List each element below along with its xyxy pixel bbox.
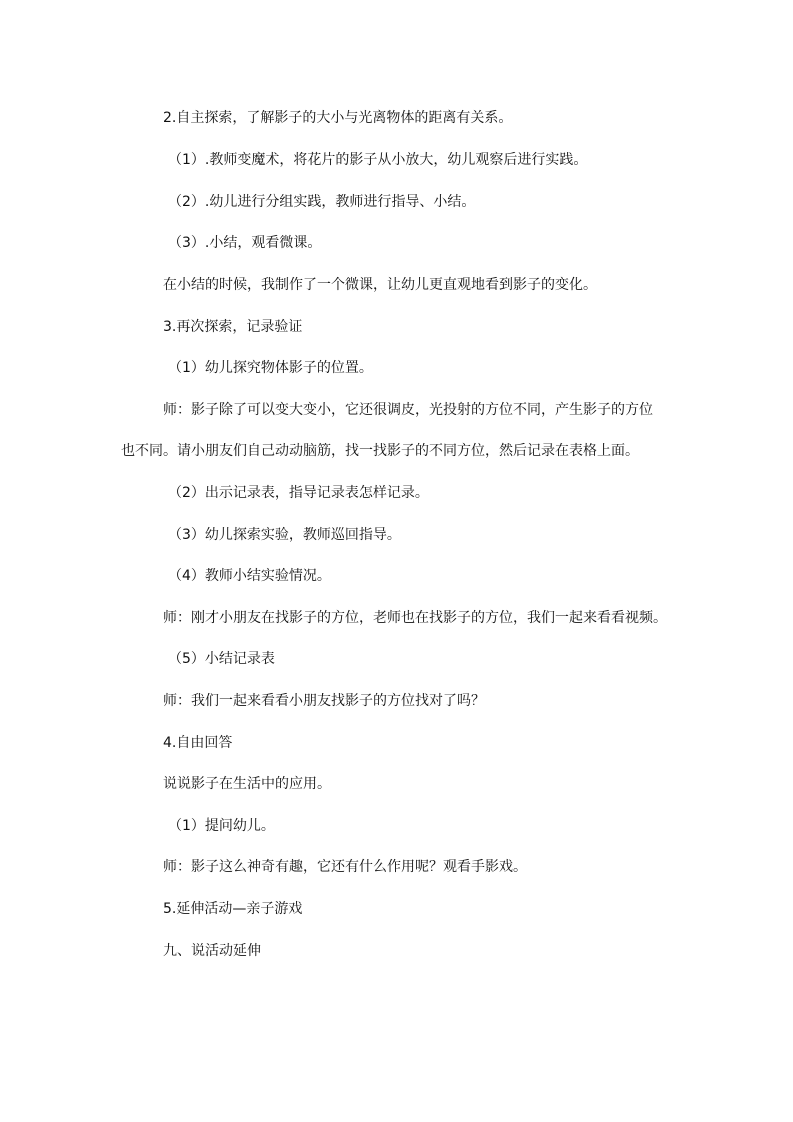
paragraph-line: （2）.幼儿进行分组实践，教师进行指导、小结。 bbox=[168, 194, 476, 210]
paragraph-line: （1）幼儿探究物体影子的位置。 bbox=[168, 360, 373, 376]
paragraph-line: 师：影子这么神奇有趣，它还有什么作用呢？观看手影戏。 bbox=[163, 859, 527, 875]
paragraph-line: 师：我们一起来看看小朋友找影子的方位找对了吗？ bbox=[163, 693, 485, 709]
paragraph-line: （3）幼儿探索实验，教师巡回指导。 bbox=[168, 527, 401, 543]
paragraph-line: 在小结的时候，我制作了一个微课，让幼儿更直观地看到影子的变化。 bbox=[163, 277, 597, 293]
paragraph-line: （4）教师小结实验情况。 bbox=[168, 568, 331, 584]
section-heading-3: 3.再次探索，记录验证 bbox=[163, 319, 303, 335]
paragraph-line: （5）小结记录表 bbox=[168, 651, 275, 667]
section-heading-4: 4.自由回答 bbox=[163, 735, 233, 751]
paragraph-line: （1）提问幼儿。 bbox=[168, 818, 275, 834]
paragraph-line: （3）.小结，观看微课。 bbox=[168, 235, 322, 251]
chapter-heading: 九、说活动延伸 bbox=[163, 943, 261, 959]
section-heading-2: 2.自主探索，了解影子的大小与光离物体的距离有关系。 bbox=[163, 110, 513, 126]
paragraph-line: （2）出示记录表，指导记录表怎样记录。 bbox=[168, 485, 429, 501]
paragraph-line: 师：影子除了可以变大变小，它还很调皮，光投射的方位不同，产生影子的方位 bbox=[163, 402, 653, 418]
paragraph-line: 说说影子在生活中的应用。 bbox=[163, 776, 331, 792]
paragraph-line: （1）.教师变魔术，将花片的影子从小放大，幼儿观察后进行实践。 bbox=[168, 152, 588, 168]
paragraph-line: 也不同。请小朋友们自己动动脑筋，找一找影子的不同方位，然后记录在表格上面。 bbox=[121, 443, 639, 459]
paragraph-line: 师：刚才小朋友在找影子的方位，老师也在找影子的方位，我们一起来看看视频。 bbox=[163, 610, 667, 626]
section-heading-5: 5.延伸活动—亲子游戏 bbox=[163, 901, 303, 917]
